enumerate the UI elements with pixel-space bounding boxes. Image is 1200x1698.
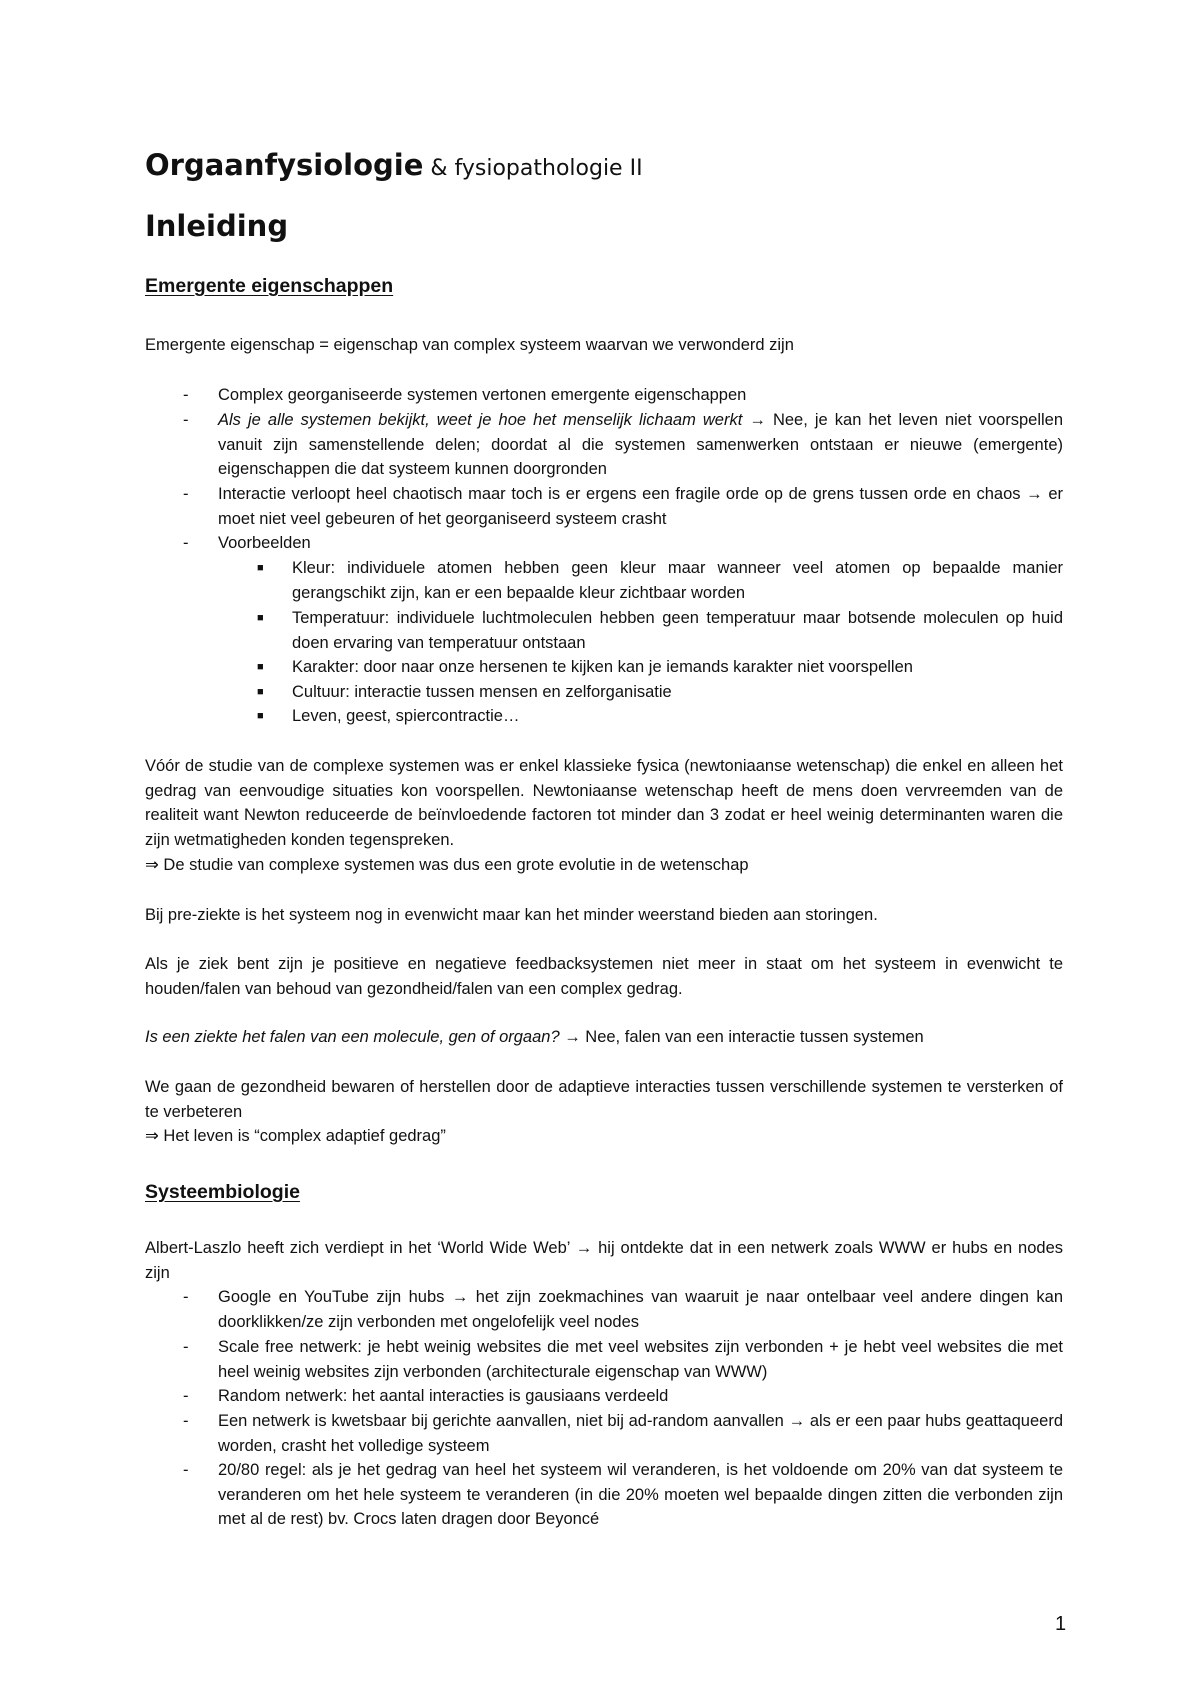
dash-marker: -: [183, 1338, 189, 1356]
paragraph-gezondheid: We gaan de gezondheid bewaren of herstellen door de adaptieve interacties tussen verschillende systemen te versterken of te verbeteren: [145, 1078, 1063, 1121]
chapter-heading: Inleiding: [145, 209, 289, 243]
title-main: Orgaanfysiologie: [145, 148, 424, 182]
square-bullet-icon: ■: [257, 562, 264, 574]
sub-list-item-text: Temperatuur: individuele luchtmoleculen hebben geen temperatuur maar botsende moleculen op huid doen ervaring van temperatuur ontstaan: [292, 609, 1063, 652]
paragraph-question: [145, 1025, 1063, 1050]
sub-list-item-text: Karakter: door naar onze hersenen te kijken kan je iemands karakter niet voorspellen: [292, 658, 913, 676]
conclusion-line: ⇒ Het leven is “complex adaptief gedrag”: [145, 1127, 446, 1145]
sub-list-item-text: Leven, geest, spiercontractie…: [292, 707, 520, 725]
document-title: [145, 148, 643, 182]
dash-marker: -: [183, 534, 189, 552]
list-item-text: Complex georganiseerde systemen vertonen emergente eigenschappen: [218, 386, 747, 404]
sub-list-item-text: Cultuur: interactie tussen mensen en zelforganisatie: [292, 683, 672, 701]
list-item-text: Scale free netwerk: je hebt weinig websites die met veel websites zijn verbonden + je hebt veel websites die met heel weinig websites zijn verbonden (architecturale eigenschap van WWW): [218, 1338, 1063, 1381]
square-bullet-icon: ■: [257, 612, 264, 624]
section-heading-emergente: Emergente eigenschappen: [145, 275, 394, 297]
paragraph-ziek: Als je ziek bent zijn je positieve en negatieve feedbacksystemen niet meer in staat om het systeem in evenwicht te houden/falen van behoud van gezondheid/falen van een complex gedrag.: [145, 955, 1063, 998]
answer-text: Nee, je kan het leven niet voorspellen vanuit zijn samenstellende delen; doordat al die systemen samenwerken ontstaan er nieuwe (emergente) eigenschappen die dat systeem kunnen doorgronden: [218, 411, 1063, 478]
arrow-text: →: [742, 411, 773, 429]
answer-text: → Nee, falen van een interactie tussen systemen: [559, 1028, 924, 1046]
list-item-text: [218, 408, 1063, 482]
square-bullet-icon: ■: [257, 661, 264, 673]
list-item-text: 20/80 regel: als je het gedrag van heel het systeem wil veranderen, is het voldoende om 20% van dat systeem te veranderen om het hele systeem te veranderen (in die 20% moeten wel bepaalde dingen zitten die verbonden zijn met al de rest) bv. Crocs laten dragen door Beyoncé: [218, 1461, 1063, 1528]
square-bullet-icon: ■: [257, 686, 264, 698]
list-item-text: Voorbeelden: [218, 534, 311, 552]
title-rest: & fysiopathologie II: [423, 156, 643, 181]
list-item-text: Random netwerk: het aantal interacties is gausiaans verdeeld: [218, 1387, 669, 1405]
dash-marker: -: [183, 1461, 189, 1479]
conclusion-line: ⇒ De studie van complexe systemen was dus een grote evolutie in de wetenschap: [145, 856, 749, 874]
list-item-text: Interactie verloopt heel chaotisch maar toch is er ergens een fragile orde op de grens tussen orde en chaos → er moet niet veel gebeuren of het georganiseerd systeem crasht: [218, 485, 1063, 528]
paragraph-newton: Vóór de studie van de complexe systemen was er enkel klassieke fysica (newtoniaanse wetenschap) die enkel en alleen het gedrag van eenvoudige situaties kon voorspellen. Newtoniaanse wetenschap heeft de mens doen vervreemden van de realiteit want Newton reduceerde de beïnvloedende factoren tot minder dan 3 zodat er heel weinig determinanten waren die zijn wetmatigheden konden tegenspreken.: [145, 757, 1063, 849]
paragraph-pre-ziekte: Bij pre-ziekte is het systeem nog in evenwicht maar kan het minder weerstand bieden aan storingen.: [145, 906, 878, 924]
dash-marker: -: [183, 1387, 189, 1405]
dash-marker: -: [183, 1412, 189, 1430]
dash-marker: -: [183, 485, 189, 503]
square-bullet-icon: ■: [257, 710, 264, 722]
dash-marker: -: [183, 411, 189, 429]
page-number: 1: [1055, 1613, 1067, 1635]
sub-list-item-text: Kleur: individuele atomen hebben geen kleur maar wanneer veel atomen op bepaalde manier gerangschikt zijn, kan er een bepaalde kleur zichtbaar worden: [292, 559, 1063, 602]
dash-marker: -: [183, 386, 189, 404]
definition-paragraph: Emergente eigenschap = eigenschap van complex systeem waarvan we verwonderd zijn: [145, 336, 794, 354]
paragraph-intro: Albert-Laszlo heeft zich verdiept in het ‘World Wide Web’ → hij ontdekte dat in een netwerk zoals WWW er hubs en nodes zijn: [145, 1239, 1063, 1282]
list-item-text: Een netwerk is kwetsbaar bij gerichte aanvallen, niet bij ad-random aanvallen → als er een paar hubs geattaqueerd worden, crasht het volledige systeem: [218, 1412, 1063, 1455]
dash-marker: -: [183, 1288, 189, 1306]
italic-question: Als je alle systemen bekijkt, weet je hoe het menselijk lichaam werkt: [218, 411, 743, 429]
section-heading-systeembiologie: Systeembiologie: [145, 1181, 300, 1203]
italic-question: Is een ziekte het falen van een molecule, gen of orgaan?: [145, 1028, 560, 1046]
list-item-text: Google en YouTube zijn hubs → het zijn zoekmachines van waaruit je naar ontelbaar veel andere dingen kan doorklikken/ze zijn verbonden met ongelofelijk veel nodes: [218, 1288, 1063, 1331]
